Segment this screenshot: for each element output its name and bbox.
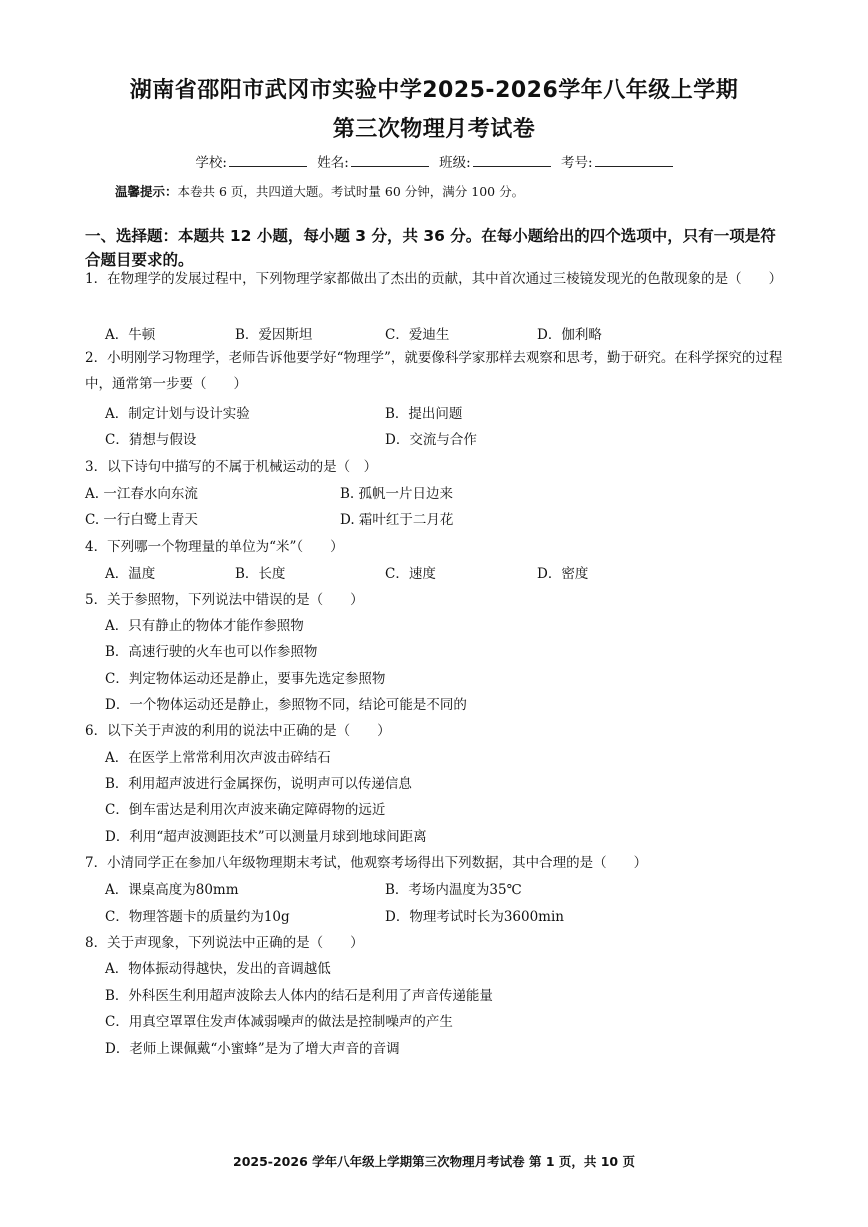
school-label: 学校: — [195, 155, 227, 171]
question-1-option-d: D．伽利略 — [537, 327, 602, 343]
question-5-option-c: C．判定物体运动还是静止，要事先选定参照物 — [105, 671, 386, 687]
question-1-option-b: B．爱因斯坦 — [235, 327, 313, 343]
question-5-option-a: A．只有静止的物体才能作参照物 — [105, 618, 304, 634]
question-6-option-d: D．利用“超声波测距技术”可以测量月球到地球间距离 — [105, 829, 427, 845]
question-2-stem: 2．小明刚学习物理学，老师告诉他要学好“物理学”，就要像科学家那样去观察和思考，勤于研究。在科学探究的过程中，通常第一步要（ ） — [85, 350, 783, 392]
question-7-option-b: B．考场内温度为35℃ — [385, 882, 522, 898]
class-label: 班级: — [439, 155, 471, 171]
question-2-option-b: B．提出问题 — [385, 406, 463, 422]
question-3-option-c: C. 一行白鹭上青天 — [85, 512, 198, 528]
exam-number-blank — [595, 153, 673, 167]
section-heading: 一、选择题：本题共 12 小题，每小题 3 分，共 36 分。在每小题给出的四个选项中，只有一项是符合题目要求的。 — [85, 227, 776, 269]
question-6-option-a: A．在医学上常常利用次声波击碎结石 — [105, 750, 331, 766]
class-field — [439, 151, 551, 171]
school-blank — [229, 153, 307, 167]
question-8-option-c: C．用真空罩罩住发声体减弱噪声的做法是控制噪声的产生 — [105, 1014, 453, 1030]
question-7-stem: 7．小清同学正在参加八年级物理期末考试，他观察考场得出下列数据，其中合理的是（ ） — [85, 855, 648, 871]
question-2-option-d: D．交流与合作 — [385, 432, 477, 448]
question-1-stem: 1．在物理学的发展过程中，下列物理学家都做出了杰出的贡献，其中首次通过三棱镜发现光的色散现象的是（ ） — [85, 271, 783, 287]
question-8-option-d: D．老师上课佩戴“小蜜蜂”是为了增大声音的音调 — [105, 1041, 400, 1057]
exam-number-label: 考号: — [561, 155, 593, 171]
exam-number-field — [561, 151, 673, 171]
question-1-option-c: C．爱迪生 — [385, 327, 450, 343]
question-4-option-d: D．密度 — [537, 566, 589, 582]
question-3-option-a: A. 一江春水向东流 — [85, 486, 198, 502]
question-7-option-d: D．物理考试时长为3600min — [385, 909, 564, 925]
question-2-option-c: C．猜想与假设 — [105, 432, 197, 448]
question-7-option-a: A．课桌高度为80mm — [105, 882, 239, 898]
question-7-option-c: C．物理答题卡的质量约为10g — [105, 909, 290, 925]
class-blank — [473, 153, 551, 167]
question-6-option-b: B．利用超声波进行金属探伤，说明声可以传递信息 — [105, 776, 412, 792]
question-2-option-a: A．制定计划与设计实验 — [105, 406, 250, 422]
question-8-option-a: A．物体振动得越快，发出的音调越低 — [105, 961, 331, 977]
question-6-option-c: C．倒车雷达是利用次声波来确定障碍物的远近 — [105, 802, 386, 818]
question-5-option-b: B．高速行驶的火车也可以作参照物 — [105, 644, 318, 660]
question-3-stem: 3．以下诗句中描写的不属于机械运动的是（ ） — [85, 459, 378, 475]
name-label: 姓名: — [317, 155, 349, 171]
question-4-stem: 4．下列哪一个物理量的单位为“米”（ ） — [85, 539, 344, 555]
question-8-option-b: B．外科医生利用超声波除去人体内的结石是利用了声音传递能量 — [105, 988, 493, 1004]
name-blank — [351, 153, 429, 167]
question-4-option-a: A．温度 — [105, 566, 156, 582]
tip-label: 温馨提示： — [115, 184, 178, 199]
exam-title-line2: 第三次物理月考试卷 — [332, 117, 536, 142]
question-3-option-b: B. 孤帆一片日边来 — [340, 486, 454, 502]
question-3-option-d: D. 霜叶红于二月花 — [340, 512, 454, 528]
question-6-stem: 6．以下关于声波的利用的说法中正确的是（ ） — [85, 723, 391, 739]
question-5-option-d: D．一个物体运动还是静止，参照物不同，结论可能是不同的 — [105, 697, 467, 713]
name-field — [317, 151, 429, 171]
exam-tip — [115, 182, 524, 200]
student-info-fields — [0, 151, 868, 171]
school-field — [195, 151, 307, 171]
question-4-option-b: B．长度 — [235, 566, 286, 582]
exam-title-line1: 湖南省邵阳市武冈市实验中学2025-2026学年八年级上学期 — [129, 78, 739, 103]
question-4-option-c: C．速度 — [385, 566, 436, 582]
question-8-stem: 8．关于声现象，下列说法中正确的是（ ） — [85, 935, 364, 951]
question-1-option-a: A．牛顿 — [105, 327, 156, 343]
question-5-stem: 5．关于参照物，下列说法中错误的是（ ） — [85, 592, 364, 608]
page-footer: 2025-2026 学年八年级上学期第三次物理月考试卷 第 1 页，共 10 页 — [233, 1154, 635, 1169]
tip-text: 本卷共 6 页，共四道大题。考试时量 60 分钟，满分 100 分。 — [177, 184, 525, 199]
